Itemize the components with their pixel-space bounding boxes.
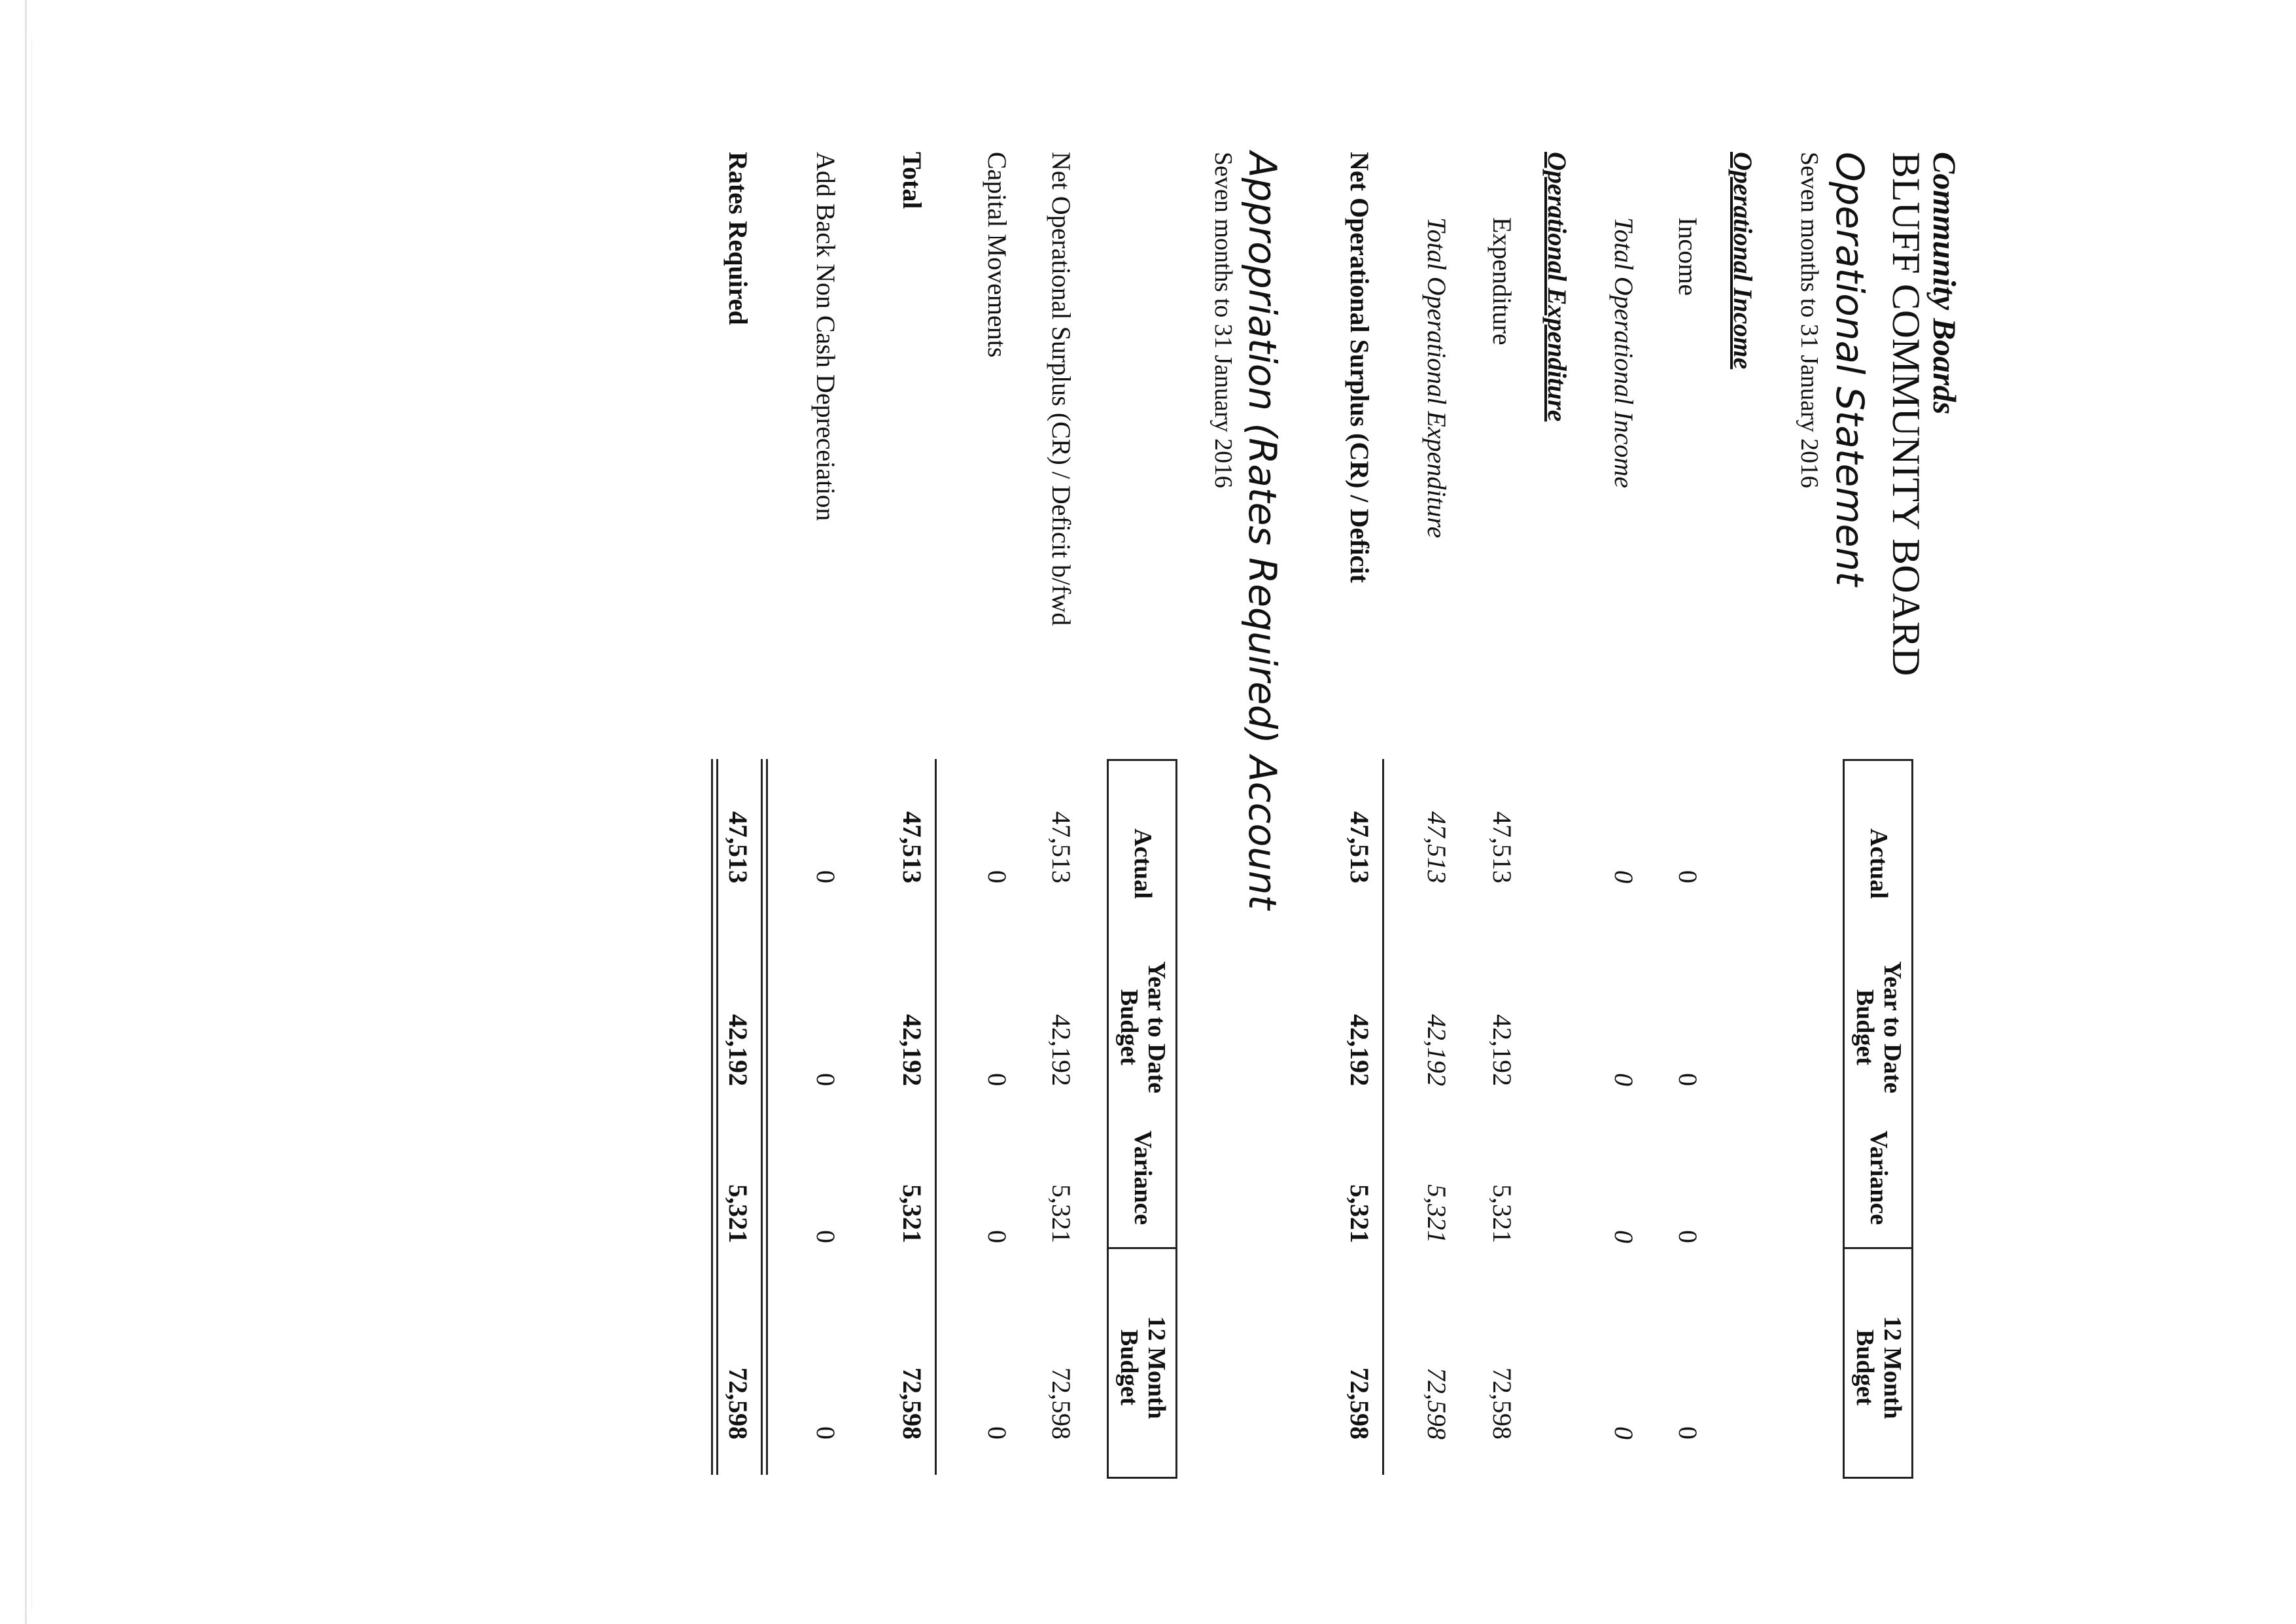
row-expenditure-actual: 47,513 bbox=[1487, 811, 1517, 883]
row-rates-ytd-budget: 42,192 bbox=[723, 1014, 753, 1086]
row-income-12m: 0 bbox=[1673, 1426, 1703, 1439]
operational-period: Seven months to 31 January 2016 bbox=[1796, 152, 1823, 489]
row-capital-12m: 0 bbox=[983, 1426, 1012, 1439]
row-capital-ytd-budget: 0 bbox=[983, 1073, 1012, 1086]
ap-col-12m-budget-line1: 12 Month bbox=[1143, 1316, 1170, 1419]
rates-top-rule bbox=[766, 759, 768, 1475]
row-net-bfwd-variance: 5,321 bbox=[1047, 1184, 1076, 1243]
board-name: BLUFF COMMUNITY BOARD bbox=[1885, 152, 1928, 677]
row-total-expenditure-label: Total Operational Expenditure bbox=[1422, 217, 1452, 538]
row-total-12m: 72,598 bbox=[897, 1368, 927, 1439]
row-total-variance: 5,321 bbox=[897, 1184, 927, 1243]
row-net-variance: 5,321 bbox=[1345, 1184, 1374, 1243]
rates-bottom-rule bbox=[716, 759, 718, 1475]
op-col-variance: Variance bbox=[1865, 1130, 1892, 1226]
row-total-expenditure-actual: 47,513 bbox=[1422, 811, 1452, 883]
row-income-label: Income bbox=[1673, 217, 1703, 296]
row-expenditure-variance: 5,321 bbox=[1487, 1184, 1517, 1243]
row-total-income-actual: 0 bbox=[1609, 870, 1639, 883]
ap-col-12m-budget bbox=[1115, 1282, 1170, 1453]
row-rates-label: Rates Required bbox=[723, 152, 753, 325]
op-col-actual: Actual bbox=[1865, 828, 1892, 899]
row-addback-label: Add Back Non Cash Depreceiation bbox=[811, 152, 841, 521]
row-net-bfwd-actual: 47,513 bbox=[1047, 811, 1076, 883]
row-total-expenditure-ytd-budget: 42,192 bbox=[1422, 1014, 1452, 1086]
row-rates-actual: 47,513 bbox=[723, 811, 753, 883]
row-total-actual: 47,513 bbox=[897, 811, 927, 883]
ap-col-variance: Variance bbox=[1129, 1130, 1157, 1226]
row-income-ytd-budget: 0 bbox=[1673, 1073, 1703, 1086]
rates-bottom-rule-double bbox=[711, 759, 713, 1475]
ap-col-ytd-budget bbox=[1115, 942, 1170, 1112]
row-capital-label: Capital Movements bbox=[983, 152, 1012, 358]
row-capital-actual: 0 bbox=[983, 870, 1012, 883]
total-top-rule bbox=[935, 759, 937, 1475]
row-expenditure-ytd-budget: 42,192 bbox=[1487, 1014, 1517, 1086]
net-top-rule bbox=[1382, 759, 1384, 1475]
op-col-12m-budget-line2: Budget bbox=[1851, 1329, 1879, 1406]
op-col-ytd-budget bbox=[1851, 942, 1906, 1112]
row-net-bfwd-label: Net Operational Surplus (CR) / Deficit b/fwd bbox=[1047, 152, 1076, 626]
row-rates-12m: 72,598 bbox=[723, 1368, 753, 1439]
rates-top-rule-double bbox=[761, 759, 763, 1475]
op-col-12m-budget bbox=[1851, 1282, 1906, 1453]
row-net-bfwd-ytd-budget: 42,192 bbox=[1047, 1014, 1076, 1086]
row-total-income-label: Total Operational Income bbox=[1609, 217, 1639, 489]
row-addback-variance: 0 bbox=[811, 1230, 841, 1243]
op-col-ytd-budget-line1: Year to Date bbox=[1879, 961, 1906, 1093]
ap-col-ytd-budget-line1: Year to Date bbox=[1143, 961, 1170, 1093]
row-total-income-12m: 0 bbox=[1609, 1426, 1639, 1439]
row-addback-actual: 0 bbox=[811, 870, 841, 883]
row-expenditure-label: Expenditure bbox=[1487, 217, 1517, 345]
row-total-income-ytd-budget: 0 bbox=[1609, 1073, 1639, 1086]
row-net-actual: 47,513 bbox=[1345, 811, 1374, 883]
row-total-expenditure-12m: 72,598 bbox=[1422, 1368, 1452, 1439]
row-total-ytd-budget: 42,192 bbox=[897, 1014, 927, 1086]
row-net-ytd-budget: 42,192 bbox=[1345, 1014, 1374, 1086]
section-operational-income: Operational Income bbox=[1728, 152, 1758, 370]
row-addback-12m: 0 bbox=[811, 1426, 841, 1439]
ap-col-ytd-budget-line2: Budget bbox=[1115, 989, 1143, 1066]
row-addback-ytd-budget: 0 bbox=[811, 1073, 841, 1086]
ap-col-12m-budget-line2: Budget bbox=[1115, 1329, 1143, 1406]
row-total-income-variance: 0 bbox=[1609, 1230, 1639, 1243]
section-operational-expenditure: Operational Expenditure bbox=[1542, 152, 1572, 422]
op-col-ytd-budget-line2: Budget bbox=[1851, 989, 1879, 1066]
appropriation-period: Seven months to 31 January 2016 bbox=[1209, 152, 1237, 489]
row-capital-variance: 0 bbox=[983, 1230, 1012, 1243]
appropriation-title: Appropriation (Rates Required) Account bbox=[1240, 152, 1285, 910]
row-total-label: Total bbox=[897, 152, 927, 209]
row-net-label: Net Operational Surplus (CR) / Deficit bbox=[1345, 152, 1374, 583]
operational-title: Operational Statement bbox=[1828, 152, 1872, 586]
row-income-variance: 0 bbox=[1673, 1230, 1703, 1243]
row-income-actual: 0 bbox=[1673, 870, 1703, 883]
ap-col-actual: Actual bbox=[1129, 828, 1157, 899]
kicker-title: Community Boards bbox=[1926, 152, 1963, 415]
row-net-bfwd-12m: 72,598 bbox=[1047, 1368, 1076, 1439]
row-total-expenditure-variance: 5,321 bbox=[1422, 1184, 1452, 1243]
row-net-12m: 72,598 bbox=[1345, 1368, 1374, 1439]
row-expenditure-12m: 72,598 bbox=[1487, 1368, 1517, 1439]
op-col-12m-budget-line1: 12 Month bbox=[1879, 1316, 1906, 1419]
row-rates-variance: 5,321 bbox=[723, 1184, 753, 1243]
